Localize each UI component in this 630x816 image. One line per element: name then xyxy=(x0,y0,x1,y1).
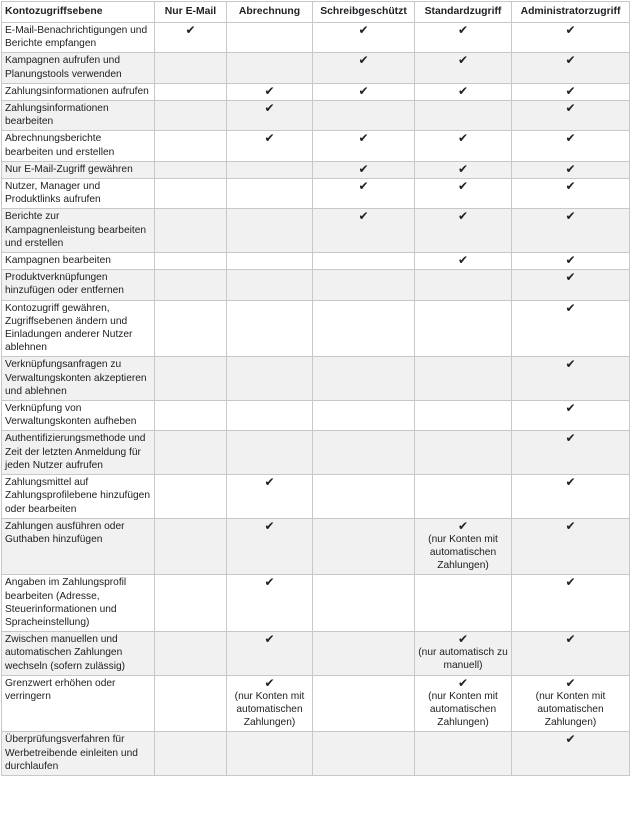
permission-label: Verknüpfungsanfragen zu Verwaltungskonten akzeptieren und ablehnen xyxy=(2,357,155,401)
checkmark-icon: ✔ xyxy=(358,209,369,224)
checkmark-icon: ✔ xyxy=(358,53,369,68)
checkmark-icon: ✔ xyxy=(565,101,576,116)
permission-cell-billing xyxy=(227,83,313,100)
permission-cell-billing xyxy=(227,518,313,575)
permission-label: Zahlungsinformationen aufrufen xyxy=(2,83,155,100)
permission-cell-standard xyxy=(415,101,512,131)
table-row xyxy=(2,357,630,401)
column-header-standard: Standardzugriff xyxy=(415,2,512,23)
permission-cell-standard xyxy=(415,270,512,300)
checkmark-icon: ✔ xyxy=(264,475,275,490)
permission-label: Verknüpfung von Verwaltungskonten aufheben xyxy=(2,401,155,431)
checkmark-icon: ✔ xyxy=(185,23,196,37)
permission-cell-billing xyxy=(227,575,313,632)
permission-label: Angaben im Zahlungsprofil bearbeiten (Adresse, Steuerinformationen und Spracheinstellung) xyxy=(2,575,155,632)
permission-cell-read-only xyxy=(313,431,415,475)
permission-cell-billing xyxy=(227,253,313,270)
permission-label: Authentifizierungsmethode und Zeit der letzten Anmeldung für jeden Nutzer aufrufen xyxy=(2,431,155,475)
permission-cell-billing xyxy=(227,675,313,732)
table-row xyxy=(2,675,630,732)
permission-cell-email-only xyxy=(155,732,227,776)
permission-cell-standard xyxy=(415,675,512,732)
permission-label: Abrechnungsberichte bearbeiten und erstellen xyxy=(2,131,155,161)
permission-cell-admin xyxy=(512,300,630,357)
checkmark-icon: ✔ xyxy=(457,83,469,98)
permission-cell-admin xyxy=(512,23,630,53)
permission-cell-billing xyxy=(227,732,313,776)
permission-cell-standard xyxy=(415,23,512,53)
permission-cell-standard xyxy=(415,357,512,401)
checkmark-icon: ✔ xyxy=(565,518,576,533)
permission-cell-billing xyxy=(227,101,313,131)
checkmark-icon: ✔ xyxy=(565,161,576,176)
permission-cell-billing xyxy=(227,632,313,676)
permission-cell-billing xyxy=(227,209,313,253)
table-row xyxy=(2,575,630,632)
checkmark-icon: ✔ xyxy=(565,732,576,747)
permission-cell-email-only xyxy=(155,675,227,732)
table-row xyxy=(2,253,630,270)
checkmark-icon: ✔ xyxy=(358,131,369,146)
permission-cell-read-only xyxy=(313,357,415,401)
checkmark-icon: ✔ xyxy=(264,518,275,533)
checkmark-icon: ✔ xyxy=(565,300,576,315)
permission-cell-standard xyxy=(415,431,512,475)
permission-cell-read-only xyxy=(313,161,415,178)
permission-cell-read-only xyxy=(313,179,415,209)
table-row xyxy=(2,732,630,776)
permission-cell-email-only xyxy=(155,131,227,161)
checkmark-icon: ✔ xyxy=(565,131,576,146)
permission-cell-email-only xyxy=(155,357,227,401)
checkmark-icon: ✔ xyxy=(358,179,369,194)
checkmark-icon: ✔ xyxy=(457,161,469,176)
table-row xyxy=(2,518,630,575)
permission-cell-admin xyxy=(512,357,630,401)
permission-cell-admin xyxy=(512,131,630,161)
permission-note: (nur automatisch zu manuell) xyxy=(418,647,508,672)
permission-label: Produktverknüpfungen hinzufügen oder entfernen xyxy=(2,270,155,300)
permission-cell-standard xyxy=(415,131,512,161)
table-row xyxy=(2,131,630,161)
permission-note: (nur Konten mit automatischen Zahlungen) xyxy=(535,690,606,729)
permission-cell-email-only xyxy=(155,253,227,270)
permission-cell-billing xyxy=(227,270,313,300)
permission-cell-admin xyxy=(512,401,630,431)
column-header-access-level: Kontozugriffsebene xyxy=(2,2,155,23)
permission-cell-email-only xyxy=(155,179,227,209)
permission-label: Nur E-Mail-Zugriff gewähren xyxy=(2,161,155,178)
column-header-read-only: Schreibgeschützt xyxy=(313,2,415,23)
permission-cell-billing xyxy=(227,131,313,161)
table-row xyxy=(2,632,630,676)
permission-label: Nutzer, Manager und Produktlinks aufrufen xyxy=(2,179,155,209)
permission-cell-email-only xyxy=(155,83,227,100)
checkmark-icon: ✔ xyxy=(565,253,576,268)
permission-cell-email-only xyxy=(155,431,227,475)
permission-label: Kampagnen bearbeiten xyxy=(2,253,155,270)
checkmark-icon: ✔ xyxy=(565,53,576,68)
column-header-billing: Abrechnung xyxy=(227,2,313,23)
permission-cell-read-only xyxy=(313,575,415,632)
permission-cell-read-only xyxy=(313,209,415,253)
checkmark-icon: ✔ xyxy=(565,632,576,647)
permission-cell-read-only xyxy=(313,131,415,161)
permission-cell-billing xyxy=(227,53,313,83)
permission-label: Kampagnen aufrufen und Planungstools verwenden xyxy=(2,53,155,83)
permission-cell-email-only xyxy=(155,401,227,431)
permission-cell-admin xyxy=(512,632,630,676)
permission-cell-read-only xyxy=(313,475,415,519)
permission-cell-email-only xyxy=(155,575,227,632)
table-row xyxy=(2,475,630,519)
permission-cell-admin xyxy=(512,253,630,270)
checkmark-icon: ✔ xyxy=(565,209,576,224)
permission-cell-billing xyxy=(227,179,313,209)
checkmark-icon: ✔ xyxy=(358,83,369,98)
checkmark-icon: ✔ xyxy=(457,179,469,194)
permission-cell-read-only xyxy=(313,253,415,270)
permission-cell-admin xyxy=(512,270,630,300)
permission-cell-billing xyxy=(227,401,313,431)
permission-cell-admin xyxy=(512,675,630,732)
permission-cell-standard xyxy=(415,83,512,100)
permission-cell-email-only xyxy=(155,161,227,178)
permission-cell-email-only xyxy=(155,300,227,357)
checkmark-icon: ✔ xyxy=(457,131,469,146)
checkmark-icon: ✔ xyxy=(457,209,469,224)
checkmark-icon: ✔ xyxy=(565,675,576,690)
table-row xyxy=(2,179,630,209)
table-row xyxy=(2,101,630,131)
permission-cell-email-only xyxy=(155,101,227,131)
permission-label: Zwischen manuellen und automatischen Zahlungen wechseln (sofern zulässig) xyxy=(2,632,155,676)
permission-note: (nur Konten mit automatischen Zahlungen) xyxy=(428,533,498,572)
access-level-table xyxy=(1,1,630,776)
column-header-email-only: Nur E-Mail xyxy=(155,2,227,23)
permission-cell-email-only xyxy=(155,23,227,53)
permission-cell-email-only xyxy=(155,475,227,519)
checkmark-icon: ✔ xyxy=(565,401,576,416)
permission-cell-read-only xyxy=(313,270,415,300)
permission-cell-read-only xyxy=(313,401,415,431)
permission-cell-standard xyxy=(415,300,512,357)
permission-cell-admin xyxy=(512,575,630,632)
checkmark-icon: ✔ xyxy=(457,53,469,68)
checkmark-icon: ✔ xyxy=(264,131,275,146)
permission-cell-admin xyxy=(512,475,630,519)
permission-cell-email-only xyxy=(155,632,227,676)
table-row xyxy=(2,83,630,100)
table-row xyxy=(2,209,630,253)
permission-cell-read-only xyxy=(313,675,415,732)
table-row xyxy=(2,431,630,475)
permission-note: (nur Konten mit automatischen Zahlungen) xyxy=(234,690,305,729)
permission-cell-admin xyxy=(512,179,630,209)
permission-note: (nur Konten mit automatischen Zahlungen) xyxy=(428,690,498,729)
table-row xyxy=(2,161,630,178)
permission-cell-email-only xyxy=(155,209,227,253)
permission-cell-read-only xyxy=(313,518,415,575)
permission-label: E-Mail-Benachrichtigungen und Berichte empfangen xyxy=(2,23,155,53)
permission-cell-billing xyxy=(227,357,313,401)
permission-cell-admin xyxy=(512,101,630,131)
permission-cell-standard xyxy=(415,179,512,209)
checkmark-icon: ✔ xyxy=(264,575,275,590)
permission-cell-admin xyxy=(512,209,630,253)
permission-cell-billing xyxy=(227,23,313,53)
checkmark-icon: ✔ xyxy=(457,675,469,690)
checkmark-icon: ✔ xyxy=(264,632,275,647)
permission-cell-standard xyxy=(415,475,512,519)
permission-cell-email-only xyxy=(155,518,227,575)
permission-label: Kontozugriff gewähren, Zugriffsebenen ändern und Einladungen anderer Nutzer ablehnen xyxy=(2,300,155,357)
permission-cell-email-only xyxy=(155,53,227,83)
checkmark-icon: ✔ xyxy=(264,675,275,690)
permission-label: Zahlungsmittel auf Zahlungsprofilebene hinzufügen oder bearbeiten xyxy=(2,475,155,519)
checkmark-icon: ✔ xyxy=(457,518,469,533)
permission-cell-billing xyxy=(227,161,313,178)
permission-cell-standard xyxy=(415,53,512,83)
permission-cell-read-only xyxy=(313,632,415,676)
checkmark-icon: ✔ xyxy=(565,431,576,446)
permission-cell-billing xyxy=(227,475,313,519)
permission-cell-billing xyxy=(227,300,313,357)
permission-label: Zahlungen ausführen oder Guthaben hinzufügen xyxy=(2,518,155,575)
table-row xyxy=(2,401,630,431)
checkmark-icon: ✔ xyxy=(565,270,576,285)
permission-cell-read-only xyxy=(313,53,415,83)
column-header-admin: Administratorzugriff xyxy=(512,2,630,23)
checkmark-icon: ✔ xyxy=(565,179,576,194)
permission-cell-email-only xyxy=(155,270,227,300)
permission-cell-read-only xyxy=(313,300,415,357)
permission-cell-read-only xyxy=(313,83,415,100)
checkmark-icon: ✔ xyxy=(457,253,469,268)
permission-cell-standard xyxy=(415,401,512,431)
checkmark-icon: ✔ xyxy=(358,161,369,176)
permission-cell-admin xyxy=(512,431,630,475)
permission-label: Grenzwert erhöhen oder verringern xyxy=(2,675,155,732)
permission-cell-admin xyxy=(512,83,630,100)
permission-cell-standard xyxy=(415,732,512,776)
permission-cell-billing xyxy=(227,431,313,475)
permission-cell-read-only xyxy=(313,732,415,776)
permission-cell-read-only xyxy=(313,23,415,53)
permission-cell-admin xyxy=(512,518,630,575)
permission-label: Überprüfungsverfahren für Werbetreibende einleiten und durchlaufen xyxy=(2,732,155,776)
permission-cell-admin xyxy=(512,161,630,178)
checkmark-icon: ✔ xyxy=(358,23,369,37)
permission-label: Zahlungsinformationen bearbeiten xyxy=(2,101,155,131)
checkmark-icon: ✔ xyxy=(565,357,576,372)
permission-cell-standard xyxy=(415,518,512,575)
permission-cell-admin xyxy=(512,732,630,776)
header-row xyxy=(2,2,630,23)
permission-label: Berichte zur Kampagnenleistung bearbeiten und erstellen xyxy=(2,209,155,253)
permission-cell-standard xyxy=(415,209,512,253)
table-row xyxy=(2,23,630,53)
permission-cell-standard xyxy=(415,161,512,178)
checkmark-icon: ✔ xyxy=(264,101,275,116)
permission-cell-standard xyxy=(415,575,512,632)
table-body xyxy=(2,23,630,776)
checkmark-icon: ✔ xyxy=(565,575,576,590)
checkmark-icon: ✔ xyxy=(565,475,576,490)
checkmark-icon: ✔ xyxy=(565,23,576,37)
table-row xyxy=(2,270,630,300)
checkmark-icon: ✔ xyxy=(457,23,469,37)
table-row xyxy=(2,300,630,357)
permission-cell-read-only xyxy=(313,101,415,131)
permission-cell-standard xyxy=(415,632,512,676)
permission-cell-standard xyxy=(415,253,512,270)
permission-cell-admin xyxy=(512,53,630,83)
table-row xyxy=(2,53,630,83)
checkmark-icon: ✔ xyxy=(565,83,576,98)
checkmark-icon: ✔ xyxy=(264,83,275,98)
checkmark-icon: ✔ xyxy=(457,632,469,647)
